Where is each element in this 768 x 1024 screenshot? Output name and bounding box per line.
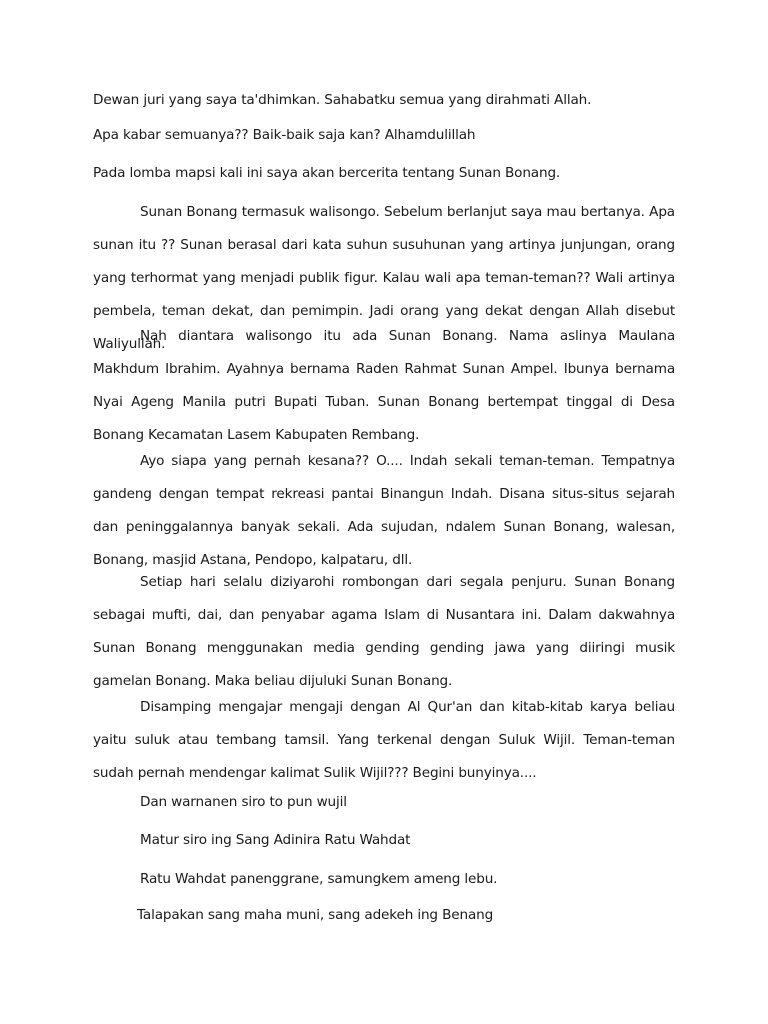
paragraph-identity: Nah diantara walisongo itu ada Sunan Bonang. Nama aslinya Maulana Makhdum Ibrahim. Ayahnya bernama Raden Rahmat Sunan Ampel. Ibunya bernama Nyai Ageng Manila putri Bupati Tuban. Sunan Bonang bertempat tinggal di Desa Bonang Kecamatan Lasem Kabupaten Rembang.: [93, 328, 675, 443]
intro-line: Pada lomba mapsi kali ini saya akan bercerita tentang Sunan Bonang.: [93, 165, 561, 181]
verse-line: Talapakan sang maha muni, sang adekeh ing Benang: [137, 907, 494, 923]
verse-line: Dan warnanen siro to pun wujil: [140, 794, 347, 810]
paragraph-walisongo: Sunan Bonang termasuk walisongo. Sebelum berlanjut saya mau bertanya. Apa sunan itu ?? Sunan berasal dari kata suhun susuhunan yang artinya junjungan, orang yang terhormat yang menjadi publik figur. Kalau wali apa teman-teman?? Wali artinya pembela, teman dekat, dan pemimpin. Jadi orang yang dekat dengan Allah disebut Waliyullah.: [93, 204, 675, 352]
greeting-line: Dewan juri yang saya ta'dhimkan. Sahabatku semua yang dirahmati Allah.: [93, 92, 592, 108]
paragraph-suluk: Disamping mengajar mengaji dengan Al Qur'an dan kitab-kitab karya beliau yaitu suluk atau tembang tamsil. Yang terkenal dengan Suluk Wijil. Teman-teman sudah pernah mendengar kalimat Sulik Wijil??? Begini bunyinya....: [93, 699, 675, 781]
verse-line: Ratu Wahdat panenggrane, samungkem ameng lebu.: [140, 871, 498, 887]
paragraph-dakwah: Setiap hari selalu diziyarohi rombongan dari segala penjuru. Sunan Bonang sebagai mufti, dai, dan penyabar agama Islam di Nusantara ini. Dalam dakwahnya Sunan Bonang menggunakan media gending gending jawa yang diiringi musik gamelan Bonang. Maka beliau dijuluki Sunan Bonang.: [93, 574, 675, 689]
paragraph-location: Ayo siapa yang pernah kesana?? O.... Indah sekali teman-teman. Tempatnya gandeng dengan tempat rekreasi pantai Binangun Indah. Disana situs-situs sejarah dan peninggalannya banyak sekali. Ada sujudan, ndalem Sunan Bonang, walesan, Bonang, masjid Astana, Pendopo, kalpataru, dll.: [93, 453, 675, 568]
question-line: Apa kabar semuanya?? Baik-baik saja kan? Alhamdulillah: [93, 127, 476, 143]
verse-line: Matur siro ing Sang Adinira Ratu Wahdat: [140, 832, 411, 848]
